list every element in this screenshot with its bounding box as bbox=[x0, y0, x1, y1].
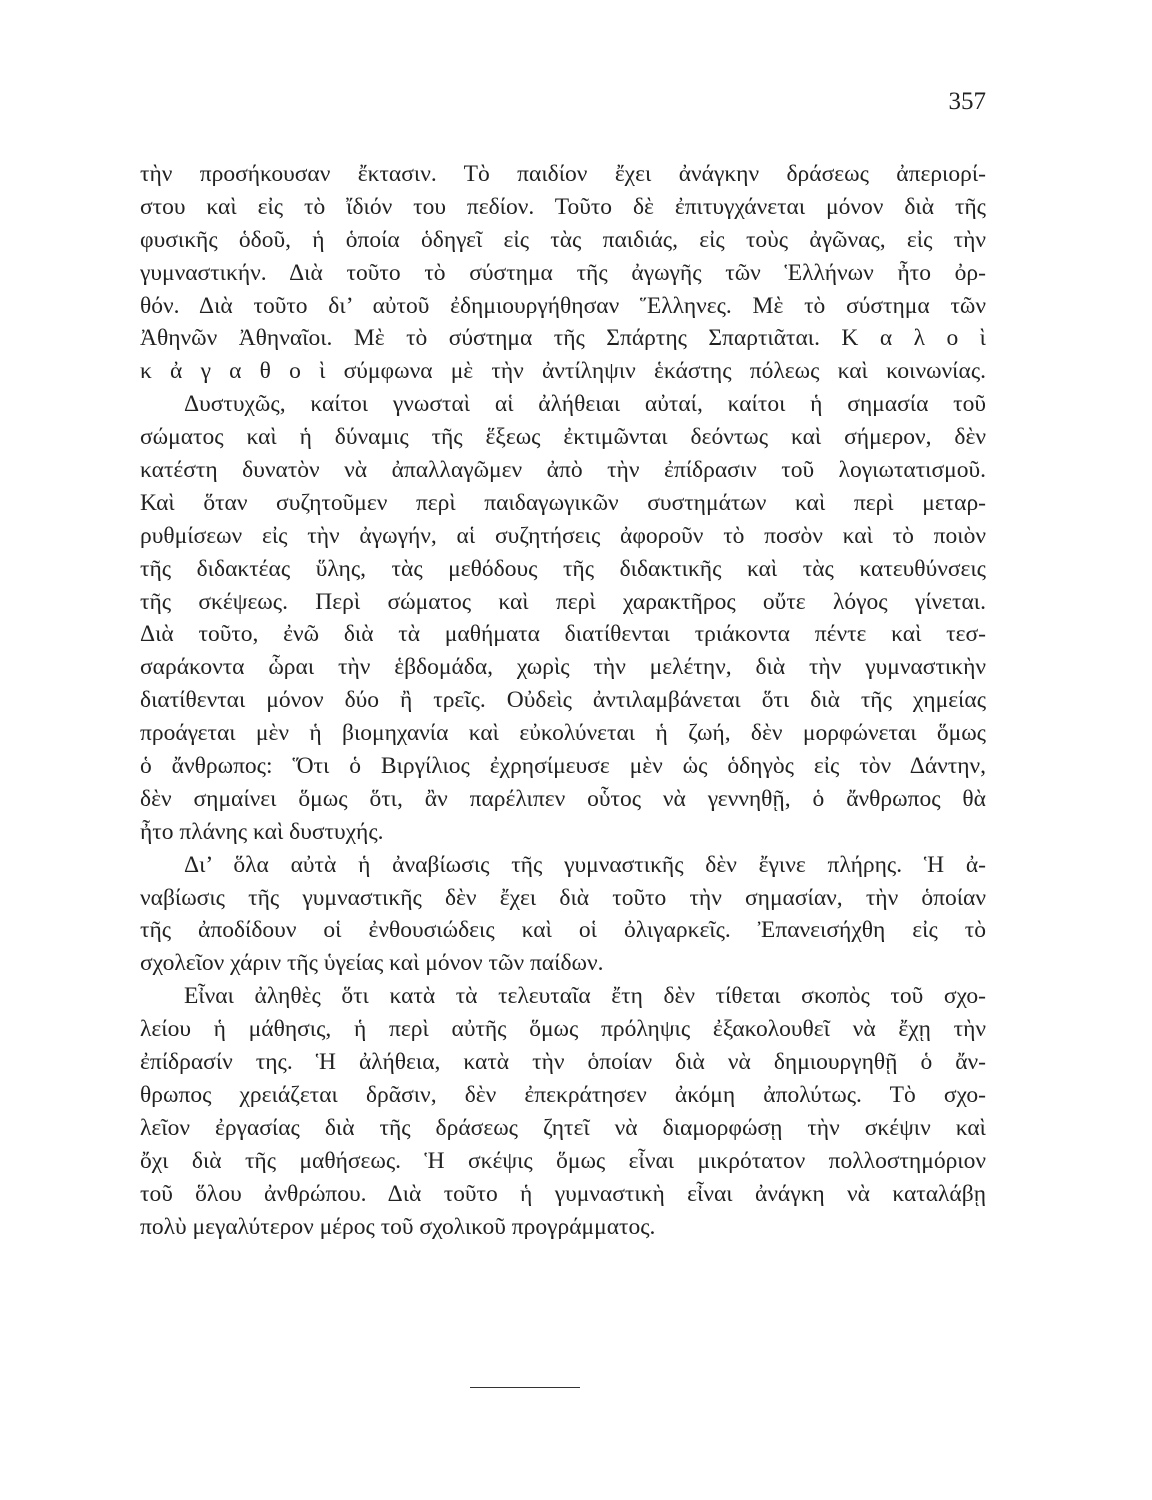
text-line: ρυθμίσεων εἰς τὴν ἀγωγήν, αἱ συζητήσεις ἀφοροῦν τὸ ποσὸν καὶ τὸ ποιὸν bbox=[140, 522, 986, 549]
text-line: πολὺ μεγαλύτερον μέρος τοῦ σχολικοῦ προγράμματος. bbox=[140, 1213, 656, 1240]
text-line: ναβίωσις τῆς γυμναστικῆς δὲν ἔχει διὰ τοῦτο τὴν σημασίαν, τὴν ὁποίαν bbox=[140, 884, 986, 911]
text-line: γυμναστικήν. Διὰ τοῦτο τὸ σύστημα τῆς ἀγωγῆς τῶν Ἑλλήνων ἦτο ὀρ- bbox=[140, 259, 986, 286]
body-text bbox=[140, 158, 986, 1243]
text-line: προάγεται μὲν ἡ βιομηχανία καὶ εὐκολύνεται ἡ ζωή, δὲν μορφώνεται ὅμως bbox=[140, 720, 986, 747]
text-line: σώματος καὶ ἡ δύναμις τῆς ἕξεως ἐκτιμῶνται δεόντως καὶ σήμερον, δὲν bbox=[140, 424, 986, 451]
text-line: Δυστυχῶς, καίτοι γνωσταὶ αἱ ἀλήθειαι αὐταί, καίτοι ἡ σημασία τοῦ bbox=[184, 391, 986, 418]
text-line: κατέστη δυνατὸν νὰ ἀπαλλαγῶμεν ἀπὸ τὴν ἐπίδρασιν τοῦ λογιωτατισμοῦ. bbox=[140, 457, 986, 484]
text-line: Δι’ ὅλα αὐτὰ ἡ ἀναβίωσις τῆς γυμναστικῆς δὲν ἔγινε πλήρης. Ἡ ἀ- bbox=[184, 851, 986, 878]
text-line: τὴν προσήκουσαν ἔκτασιν. Τὸ παιδίον ἔχει ἀνάγκην δράσεως ἀπεριορί- bbox=[140, 161, 986, 187]
paragraph bbox=[140, 388, 986, 848]
paragraph bbox=[140, 849, 986, 981]
text-line: τῆς διδακτέας ὕλης, τὰς μεθόδους τῆς διδακτικῆς καὶ τὰς κατευθύνσεις bbox=[140, 555, 986, 582]
text-line: ἦτο πλάνης καὶ δυστυχής. bbox=[140, 818, 384, 845]
text-line: σχολεῖον χάριν τῆς ὑγείας καὶ μόνον τῶν παίδων. bbox=[140, 950, 604, 977]
text-line: τοῦ ὅλου ἀνθρώπου. Διὰ τοῦτο ἡ γυμναστικὴ εἶναι ἀνάγκη νὰ καταλάβῃ bbox=[140, 1180, 986, 1207]
paragraph bbox=[140, 980, 986, 1243]
text-line: ἐπίδρασίν της. Ἡ ἀλήθεια, κατὰ τὴν ὁποίαν διὰ νὰ δημιουργηθῇ ὁ ἄν- bbox=[140, 1049, 986, 1076]
text-line: θρωπος χρειάζεται δρᾶσιν, δὲν ἐπεκράτησεν ἀκόμη ἀπολύτως. Τὸ σχο- bbox=[140, 1081, 986, 1108]
text-line: ὁ ἄνθρωπος: Ὅτι ὁ Βιργίλιος ἐχρησίμευσε μὲν ὡς ὁδηγὸς εἰς τὸν Δάντην, bbox=[140, 753, 986, 780]
text-line: λείου ἡ μάθησις, ἡ περὶ αὐτῆς ὅμως πρόληψις ἐξακολουθεῖ νὰ ἔχῃ τὴν bbox=[140, 1016, 986, 1043]
page-number: 357 bbox=[948, 88, 986, 115]
text-line: ὄχι διὰ τῆς μαθήσεως. Ἡ σκέψις ὅμως εἶναι μικρότατον πολλοστημόριον bbox=[140, 1147, 986, 1174]
text-line: στου καὶ εἰς τὸ ἴδιόν του πεδίον. Τοῦτο δὲ ἐπιτυγχάνεται μόνον διὰ τῆς bbox=[140, 193, 986, 220]
text-line: διατίθενται μόνον δύο ἢ τρεῖς. Οὐδεὶς ἀντιλαμβάνεται ὅτι διὰ τῆς χημείας bbox=[140, 687, 986, 714]
text-line: κ ἀ γ α θ ο ὶ σύμφωνα μὲ τὴν ἀντίληψιν ἑκάστης πόλεως καὶ κοινωνίας. bbox=[140, 358, 986, 385]
end-rule-divider bbox=[470, 1387, 580, 1388]
text-line: φυσικῆς ὁδοῦ, ἡ ὁποία ὁδηγεῖ εἰς τὰς παιδιάς, εἰς τοὺς ἀγῶνας, εἰς τὴν bbox=[140, 226, 986, 253]
text-line: Ἀθηνῶν Ἀθηναῖοι. Μὲ τὸ σύστημα τῆς Σπάρτης Σπαρτιᾶται. Κ α λ ο ὶ bbox=[140, 325, 986, 352]
paragraph bbox=[140, 158, 986, 388]
text-line: Διὰ τοῦτο, ἐνῶ διὰ τὰ μαθήματα διατίθενται τριάκοντα πέντε καὶ τεσ- bbox=[140, 621, 986, 648]
text-line: Εἶναι ἀληθὲς ὅτι κατὰ τὰ τελευταῖα ἔτη δὲν τίθεται σκοπὸς τοῦ σχο- bbox=[184, 983, 986, 1010]
text-line: Καὶ ὅταν συζητοῦμεν περὶ παιδαγωγικῶν συστημάτων καὶ περὶ μεταρ- bbox=[140, 489, 986, 516]
text-line: τῆς σκέψεως. Περὶ σώματος καὶ περὶ χαρακτῆρος οὔτε λόγος γίνεται. bbox=[140, 588, 986, 615]
text-line: σαράκοντα ὧραι τὴν ἑβδομάδα, χωρὶς τὴν μελέτην, διὰ τὴν γυμναστικὴν bbox=[140, 654, 986, 681]
text-line: τῆς ἀποδίδουν οἱ ἐνθουσιώδεις καὶ οἱ ὀλιγαρκεῖς. Ἐπανεισήχθη εἰς τὸ bbox=[140, 917, 986, 944]
text-line: θόν. Διὰ τοῦτο δι’ αὐτοῦ ἐδημιουργήθησαν Ἕλληνες. Μὲ τὸ σύστημα τῶν bbox=[140, 292, 986, 319]
text-line: λεῖον ἐργασίας διὰ τῆς δράσεως ζητεῖ νὰ διαμορφώσῃ τὴν σκέψιν καὶ bbox=[140, 1114, 986, 1141]
text-line: δὲν σημαίνει ὅμως ὅτι, ἂν παρέλιπεν οὗτος νὰ γεννηθῇ, ὁ ἄνθρωπος θὰ bbox=[140, 785, 986, 812]
